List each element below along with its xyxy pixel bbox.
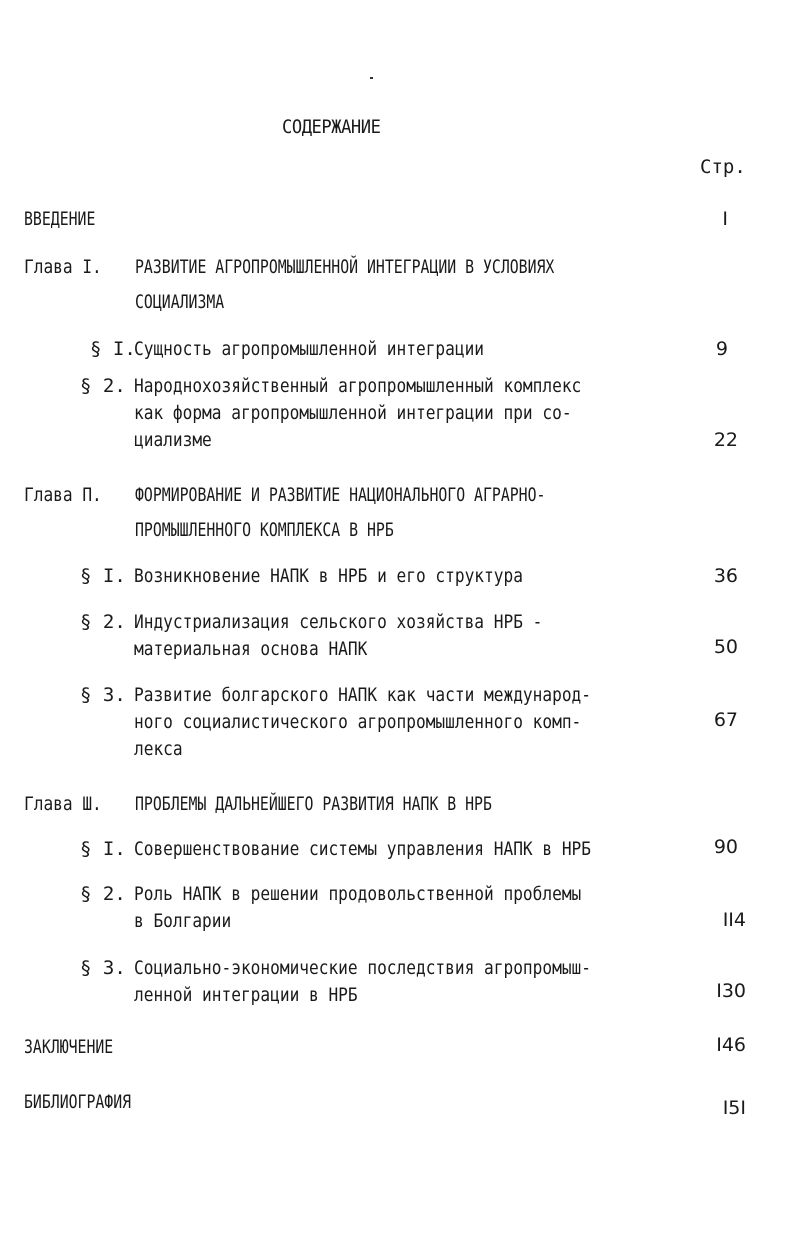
ch1-sec2-title-line3: циализме [134,429,212,451]
chapter2-title-line2: ПРОМЫШЛЕННОГО КОМПЛЕКСА В НРБ [135,519,394,541]
ch2-sec2-page: 50 [713,636,738,658]
ch3-sec1-page: 90 [713,836,738,858]
toc-intro-label: ВВЕДЕНИЕ [24,208,96,230]
ch2-sec1-num: § I. [80,565,126,587]
ch1-sec1-title: Сущность агропромышленной интеграции [134,338,485,360]
ch2-sec3-num: § 3. [80,684,126,706]
ch3-sec1-title: Совершенствование системы управления НАПК в НРБ [134,838,591,860]
toc-intro-page: I [722,208,728,230]
ch1-sec2-num: § 2. [80,375,126,397]
ch2-sec1-page: 36 [713,565,738,587]
toc-conclusion-page: I46 [716,1034,746,1056]
ch2-sec1-title: Возникновение НАПК в НРБ и его структура [134,565,523,587]
ch1-sec2-title-line2: как форма агропромышленной интеграции при со- [134,402,572,424]
ch2-sec3-title-line3: лекса [134,738,183,760]
chapter3-label: Глава Ш. [24,793,102,815]
ch3-sec3-num: § 3. [80,957,126,979]
ch3-sec3-title-line1: Социально-экономические последствия агропромыш- [134,957,591,979]
page-title: СОДЕРЖАНИЕ [282,116,381,138]
ch2-sec2-title-line1: Индустриализация сельского хозяйства НРБ - [134,611,543,633]
ch3-sec2-title-line2: в Болгарии [134,910,232,932]
toc-bibliography-page: I5I [722,1097,746,1119]
scan-speck [370,77,373,79]
ch2-sec2-title-line2: материальная основа НАПК [134,638,368,660]
ch1-sec1-num: § I. [90,338,136,360]
ch3-sec2-title-line1: Роль НАПК в решении продовольственной проблемы [134,883,582,905]
chapter2-label: Глава П. [24,484,102,506]
ch3-sec3-title-line2: ленной интеграции в НРБ [134,984,358,1006]
ch2-sec3-title-line2: ного социалистического агропромышленного комп- [134,711,582,733]
ch3-sec2-num: § 2. [80,883,126,905]
toc-conclusion-label: ЗАКЛЮЧЕНИЕ [24,1036,114,1058]
ch2-sec3-page: 67 [713,709,738,731]
chapter1-title-line1: РАЗВИТИЕ АГРОПРОМЫШЛЕННОЙ ИНТЕГРАЦИИ В УСЛОВИЯХ [135,256,555,278]
ch1-sec2-page: 22 [713,429,738,451]
chapter2-title-line1: ФОРМИРОВАНИЕ И РАЗВИТИЕ НАЦИОНАЛЬНОГО АГРАРНО- [135,484,546,506]
ch3-sec1-num: § I. [80,838,126,860]
ch1-sec2-title-line1: Народнохозяйственный агропромышленный комплекс [134,375,582,397]
ch3-sec3-page: I30 [716,980,746,1002]
ch2-sec3-title-line1: Развитие болгарского НАПК как части международ- [134,684,591,706]
ch2-sec2-num: § 2. [80,611,126,633]
page-column-label: Стр. [700,156,746,178]
chapter3-title: ПРОБЛЕМЫ ДАЛЬНЕЙШЕГО РАЗВИТИЯ НАПК В НРБ [135,793,492,815]
chapter1-title-line2: СОЦИАЛИЗМА [135,291,225,313]
ch3-sec2-page: II4 [722,909,746,931]
ch1-sec1-page: 9 [715,338,728,360]
toc-bibliography-label: БИБЛИОГРАФИЯ [24,1091,132,1113]
chapter1-label: Глава I. [24,256,102,278]
